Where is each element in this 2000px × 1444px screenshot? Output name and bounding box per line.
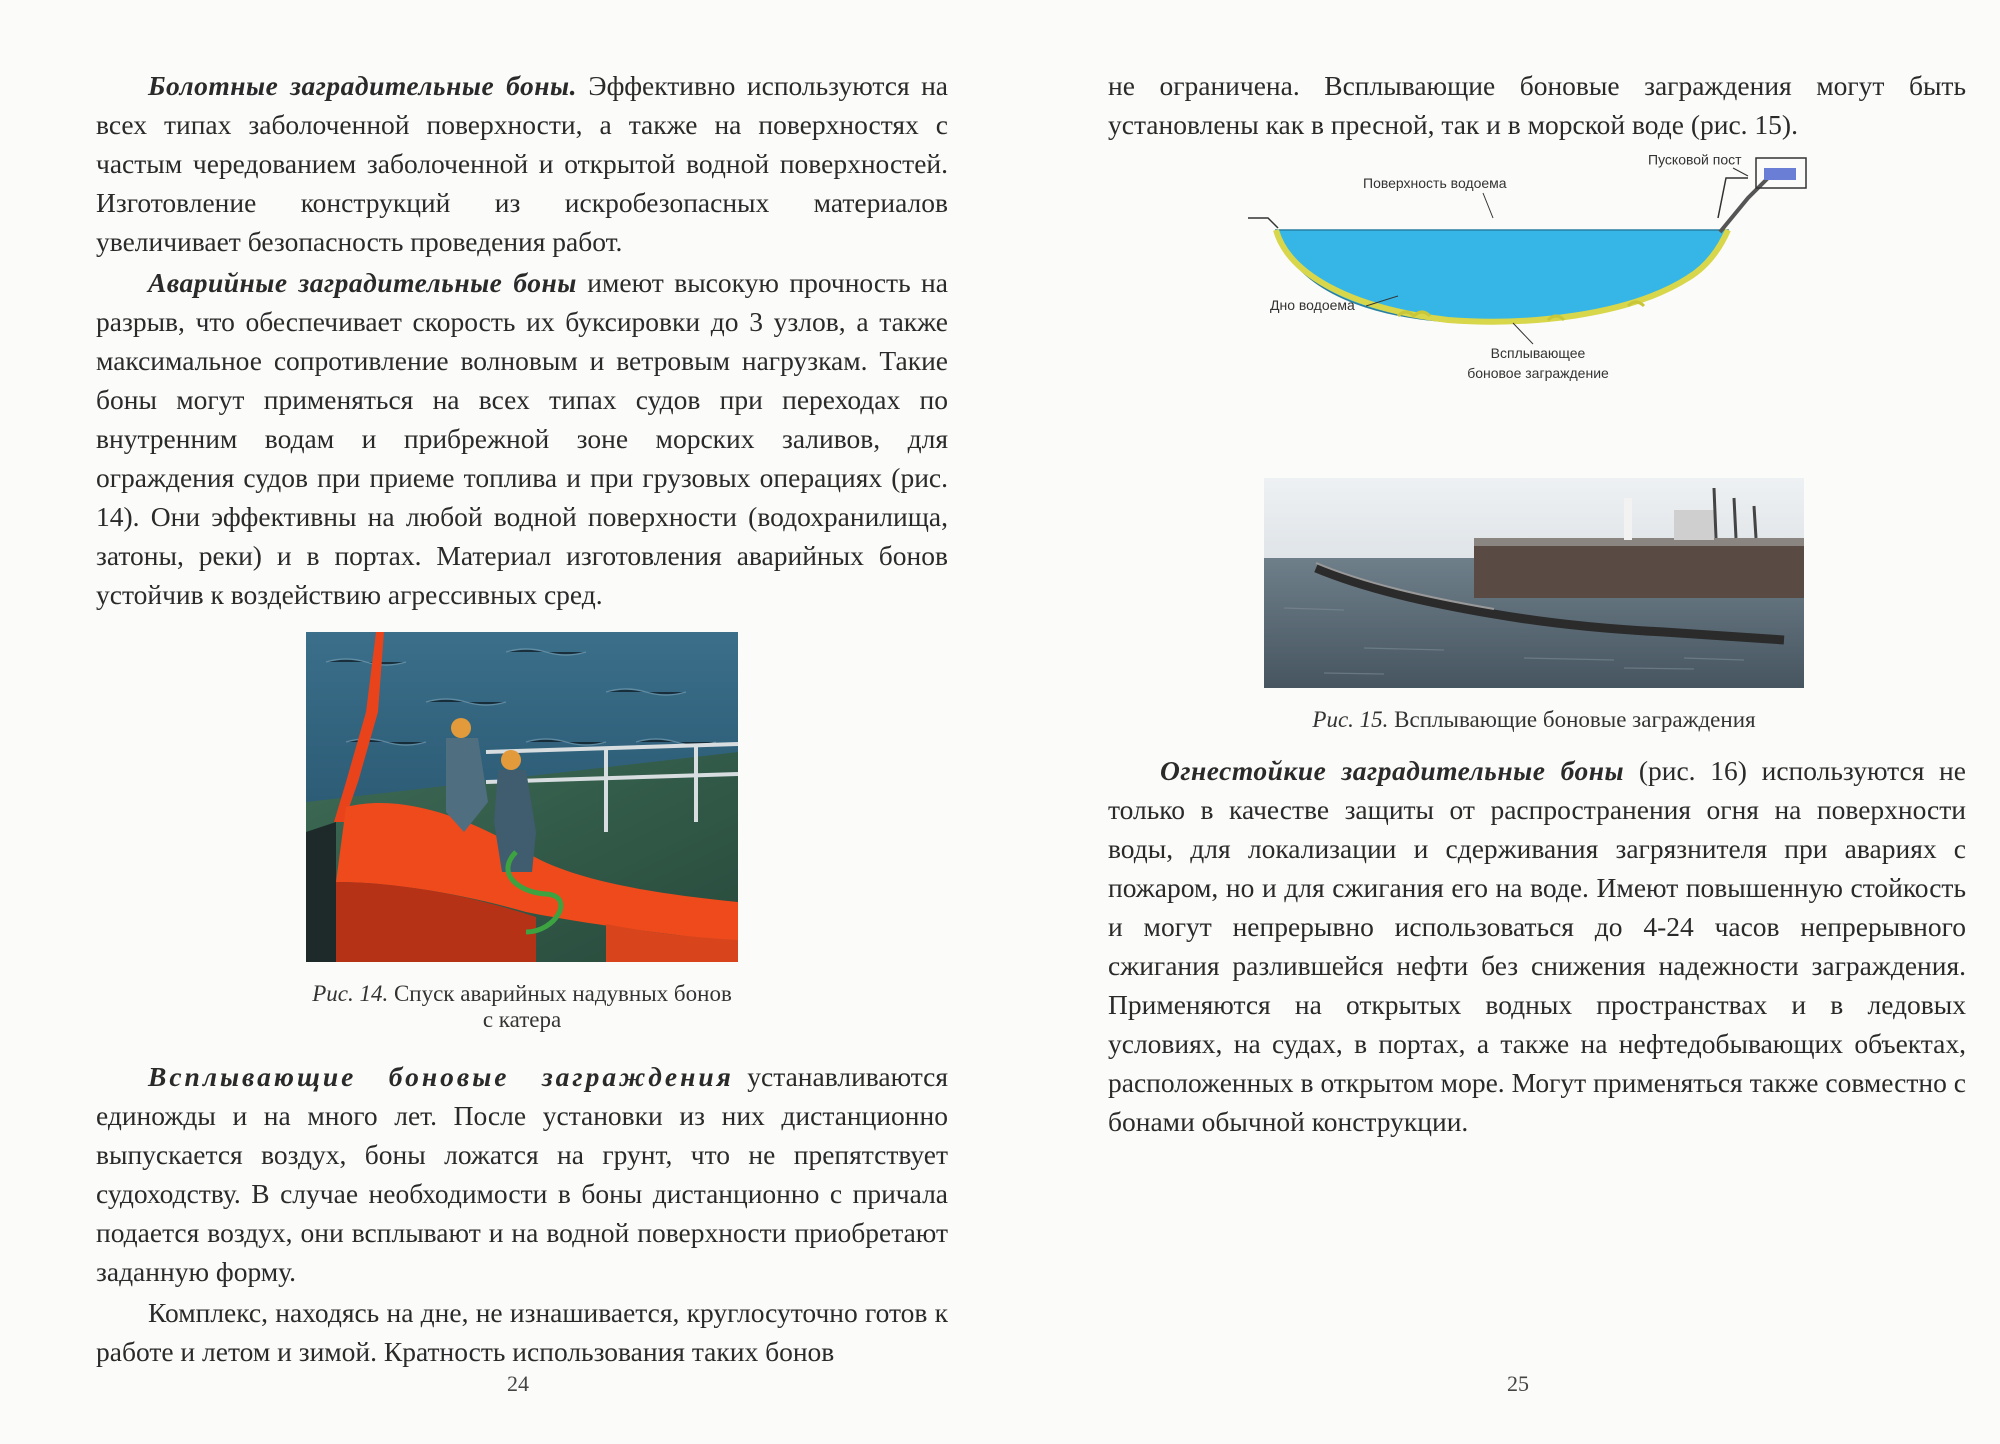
label-launch-post: Пусковой пост xyxy=(1648,151,1742,168)
label-boom-line2: боновое заграждение xyxy=(1467,365,1609,381)
figure-15 xyxy=(1264,478,1804,733)
figure-14 xyxy=(306,632,738,1033)
page-number: 24 xyxy=(507,1371,529,1396)
right-text-column xyxy=(1108,66,1966,1141)
paragraph-fireproof-booms xyxy=(1108,751,1966,1141)
label-surface: Поверхность водоема xyxy=(1363,175,1507,191)
paragraph-text: имеют высокую прочность на разрыв, что обеспечивает скорость их буксировки до 3 узлов, а также максимальное сопротивление волновым и ветровым нагрузкам. Такие боны могут применяться на всех типах судов при переходах по внутренним водам и прибрежной зоне морских заливов, для ограждения судов при приеме топлива и при грузовых операциях (рис. 14). Они эффективны на любой водной поверхности (водохранилища, затоны, реки) и в портах. Материал изготовления аварийных бонов устойчив к воздействию агрессивных сред. xyxy=(96,267,948,610)
term-emergency-booms: Аварийные заградительные боны xyxy=(148,267,577,298)
figure-15-caption xyxy=(1264,707,1804,733)
paragraph-complex xyxy=(96,1293,948,1371)
paragraph-text: Эффективно используются на всех типах заболоченной поверхности, а также на поверхностях с частым чередованием заболоченной и открытой водной поверхностей. Изготовление конструкций из искробезопасных материалов увеличивает безопасность проведения работ. xyxy=(96,70,948,257)
paragraph-continued xyxy=(1108,66,1966,144)
paragraph-text: Комплекс, находясь на дне, не изнашивается, круглосуточно готов к работе и летом и зимой. Кратность использования таких бонов xyxy=(96,1297,948,1367)
floating-boom-diagram xyxy=(1248,148,1808,398)
caption-text: Спуск аварийных надувных бонов с катера xyxy=(388,981,732,1032)
floating-boom-photo xyxy=(1264,478,1804,688)
boom-launch-photo xyxy=(306,632,738,962)
caption-text: Всплывающие боновые заграждения xyxy=(1388,707,1756,732)
right-page xyxy=(1000,0,2000,1444)
paragraph-swamp-booms xyxy=(96,66,948,261)
term-floating-booms: Всплывающие боновые заграждения xyxy=(148,1061,734,1092)
paragraph-text: не ограничена. Всплывающие боновые заграждения могут быть установлены как в пресной, так и в морской воде (рис. 15). xyxy=(1108,70,1966,140)
paragraph-text: (рис. 16) используются не только в качестве защиты от распространения огня на поверхности воды, для локализации и сдерживания загрязнителя при авариях с пожаром, но и для сжигания его на воде. Имеют повышенную стойкость и могут непрерывно использоваться до 4-24 часов непрерывного сжигания разлившейся нефти без снижения надежности заграждения. Применяются на открытых водных пространствах и в ледовых условиях, на судах, в портах, а также на нефтедобывающих объектах, расположенных в открытом море. Могут применяться также совместно с бонами обычной конструкции. xyxy=(1108,755,1966,1137)
term-fireproof-booms: Огнестойкие заградительные боны xyxy=(1160,755,1625,786)
paragraph-floating-booms xyxy=(96,1057,948,1291)
left-text-column xyxy=(96,66,948,1371)
label-boom-line1: Всплывающее xyxy=(1490,345,1586,361)
figure-label: Рис. 14. xyxy=(312,981,389,1006)
page-number: 25 xyxy=(1507,1371,1529,1396)
figure-label: Рис. 15. xyxy=(1312,707,1389,732)
label-bottom: Дно водоема xyxy=(1270,297,1355,313)
paragraph-emergency-booms xyxy=(96,263,948,614)
term-swamp-booms: Болотные заградительные боны. xyxy=(148,70,577,101)
figure-14-caption xyxy=(306,981,738,1033)
diagram-svg xyxy=(1248,148,1808,398)
paragraph-text: устанавливаются единожды и на много лет. После установки из них дистанционно выпускается воздух, боны ложатся на грунт, что не препятствует судоходству. В случае необходимости в боны дистанционно с причала подается воздух, они всплывают и на водной поверхности приобретают заданную форму. xyxy=(96,1061,948,1287)
